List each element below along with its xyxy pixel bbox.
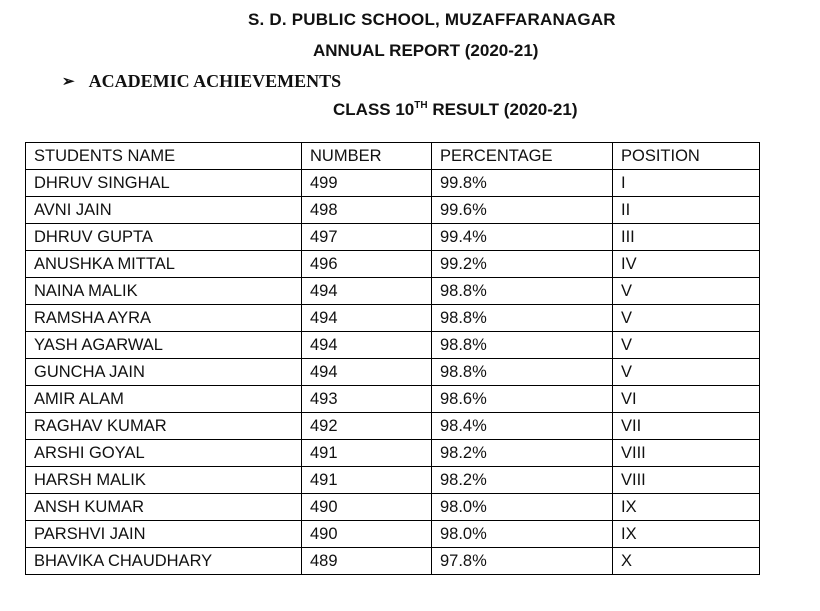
cell-number: 493 (302, 386, 432, 413)
cell-percentage: 99.6% (432, 197, 613, 224)
table-row (26, 494, 760, 521)
cell-percentage: 98.0% (432, 521, 613, 548)
cell-position: IV (613, 251, 760, 278)
cell-student-name: ANUSHKA MITTAL (26, 251, 302, 278)
cell-percentage: 98.2% (432, 440, 613, 467)
cell-position: VIII (613, 467, 760, 494)
cell-number: 494 (302, 332, 432, 359)
cell-number: 491 (302, 467, 432, 494)
cell-number: 494 (302, 278, 432, 305)
table-row (26, 305, 760, 332)
cell-position: VII (613, 413, 760, 440)
section-heading-text: ACADEMIC ACHIEVEMENTS (88, 71, 342, 91)
cell-position: IX (613, 521, 760, 548)
results-table (25, 142, 760, 575)
cell-number: 499 (302, 170, 432, 197)
cell-percentage: 99.4% (432, 224, 613, 251)
header-number: NUMBER (302, 143, 432, 170)
table-row (26, 251, 760, 278)
cell-position: V (613, 359, 760, 386)
cell-percentage: 98.6% (432, 386, 613, 413)
header-student-name: STUDENTS NAME (26, 143, 302, 170)
class-result-prefix: CLASS 10 (333, 100, 415, 119)
cell-position: II (613, 197, 760, 224)
cell-number: 494 (302, 359, 432, 386)
cell-position: X (613, 548, 760, 575)
table-row (26, 170, 760, 197)
class-result-heading (333, 100, 578, 120)
table-row (26, 440, 760, 467)
cell-student-name: AVNI JAIN (26, 197, 302, 224)
cell-number: 490 (302, 494, 432, 521)
cell-position: VIII (613, 440, 760, 467)
cell-position: V (613, 305, 760, 332)
cell-number: 498 (302, 197, 432, 224)
cell-percentage: 98.8% (432, 359, 613, 386)
table-row (26, 359, 760, 386)
cell-number: 496 (302, 251, 432, 278)
cell-number: 494 (302, 305, 432, 332)
header-percentage: PERCENTAGE (432, 143, 613, 170)
cell-number: 497 (302, 224, 432, 251)
table-row (26, 197, 760, 224)
cell-percentage: 98.8% (432, 305, 613, 332)
cell-percentage: 98.2% (432, 467, 613, 494)
cell-student-name: RAGHAV KUMAR (26, 413, 302, 440)
report-title: ANNUAL REPORT (2020-21) (313, 41, 539, 60)
cell-number: 492 (302, 413, 432, 440)
table-row (26, 386, 760, 413)
class-result-superscript: TH (414, 100, 428, 111)
cell-position: VI (613, 386, 760, 413)
cell-position: I (613, 170, 760, 197)
cell-percentage: 99.2% (432, 251, 613, 278)
cell-student-name: DHRUV GUPTA (26, 224, 302, 251)
class-result-suffix: RESULT (2020-21) (427, 100, 578, 119)
section-heading (62, 71, 341, 92)
cell-student-name: BHAVIKA CHAUDHARY (26, 548, 302, 575)
cell-number: 490 (302, 521, 432, 548)
school-name: S. D. PUBLIC SCHOOL, MUZAFFARANAGAR (248, 10, 616, 29)
table-row (26, 413, 760, 440)
table-header-row (26, 143, 760, 170)
cell-number: 489 (302, 548, 432, 575)
cell-student-name: GUNCHA JAIN (26, 359, 302, 386)
cell-student-name: PARSHVI JAIN (26, 521, 302, 548)
cell-student-name: ARSHI GOYAL (26, 440, 302, 467)
table-row (26, 332, 760, 359)
cell-percentage: 98.0% (432, 494, 613, 521)
cell-percentage: 97.8% (432, 548, 613, 575)
header-position: POSITION (613, 143, 760, 170)
cell-student-name: YASH AGARWAL (26, 332, 302, 359)
arrow-bullet-icon: ➢ (62, 74, 75, 90)
cell-position: V (613, 278, 760, 305)
cell-percentage: 98.8% (432, 332, 613, 359)
table-row (26, 278, 760, 305)
table-row (26, 521, 760, 548)
cell-student-name: RAMSHA AYRA (26, 305, 302, 332)
cell-number: 491 (302, 440, 432, 467)
cell-percentage: 99.8% (432, 170, 613, 197)
table-row (26, 548, 760, 575)
cell-student-name: NAINA MALIK (26, 278, 302, 305)
table-row (26, 224, 760, 251)
cell-student-name: ANSH KUMAR (26, 494, 302, 521)
table-row (26, 467, 760, 494)
cell-percentage: 98.4% (432, 413, 613, 440)
cell-student-name: AMIR ALAM (26, 386, 302, 413)
cell-position: III (613, 224, 760, 251)
cell-percentage: 98.8% (432, 278, 613, 305)
cell-position: IX (613, 494, 760, 521)
cell-position: V (613, 332, 760, 359)
cell-student-name: DHRUV SINGHAL (26, 170, 302, 197)
cell-student-name: HARSH MALIK (26, 467, 302, 494)
